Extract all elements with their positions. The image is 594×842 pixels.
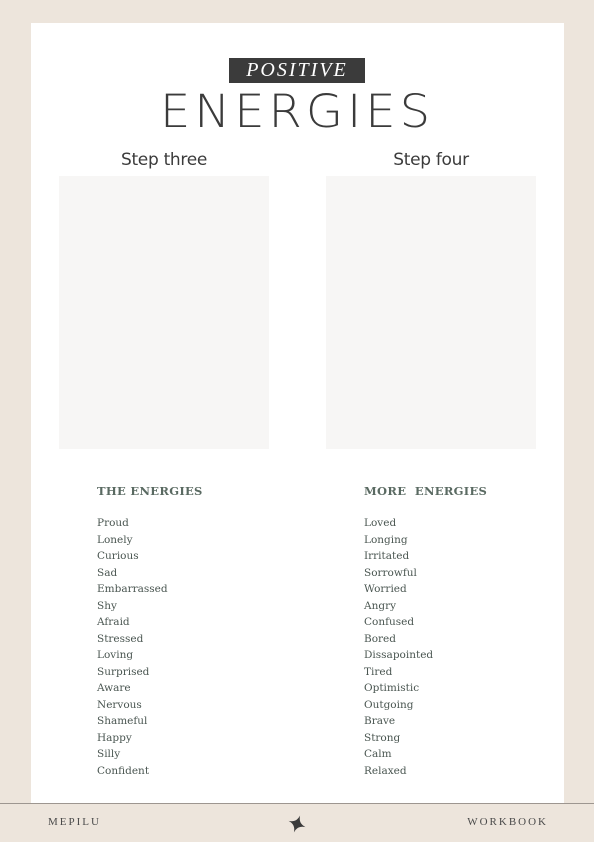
list-item: Lonely	[97, 533, 133, 546]
list-item: Tired	[364, 665, 393, 678]
list-item: Nervous	[97, 698, 142, 711]
four-point-star-icon	[288, 815, 306, 833]
more-energies-list	[364, 515, 433, 779]
list-item: Confident	[97, 764, 150, 777]
title-banner: POSITIVE	[229, 58, 365, 83]
list-item: Confused	[364, 616, 415, 628]
list-item: Strong	[364, 731, 401, 744]
footer-divider	[0, 803, 594, 804]
list-item: Bored	[364, 632, 396, 645]
list-item: Afraid	[97, 616, 130, 628]
list-item: Silly	[97, 748, 121, 760]
list-item: Shameful	[97, 715, 148, 727]
page-title: ENERGIES	[159, 85, 435, 139]
list-item: Proud	[97, 517, 129, 529]
list-item: Angry	[364, 599, 397, 612]
step-three-label: Step three	[120, 150, 208, 170]
list-item: Dissapointed	[364, 649, 434, 661]
list-item: Brave	[364, 715, 396, 727]
step-three-box	[59, 176, 269, 449]
list-item: Loved	[364, 517, 397, 529]
list-item: Stressed	[97, 632, 144, 645]
list-item: Aware	[97, 682, 131, 694]
list-item: Longing	[364, 533, 408, 546]
step-four-box	[326, 176, 536, 449]
list-item: Embarrassed	[97, 583, 168, 595]
energies-heading: THE ENERGIES	[97, 484, 203, 498]
list-item: Irritated	[364, 550, 410, 562]
list-item: Surprised	[97, 665, 150, 678]
list-item: Sad	[97, 566, 118, 579]
footer-brand: MEPILU	[48, 816, 101, 828]
list-item: Sorrowful	[364, 566, 417, 579]
list-item: Loving	[97, 649, 134, 661]
list-item: Optimistic	[364, 682, 420, 694]
list-item: Shy	[97, 599, 117, 612]
list-item: Happy	[97, 731, 132, 744]
list-item: Curious	[97, 550, 139, 562]
list-item: Calm	[364, 748, 392, 760]
list-item: Relaxed	[364, 764, 407, 777]
footer-workbook-label: WORKBOOK	[467, 816, 548, 828]
list-item: Worried	[364, 583, 407, 595]
more-energies-heading: MORE ENERGIES	[364, 484, 488, 498]
list-item: Outgoing	[364, 698, 414, 711]
step-four-label: Step four	[393, 150, 469, 170]
energies-list	[97, 515, 168, 779]
